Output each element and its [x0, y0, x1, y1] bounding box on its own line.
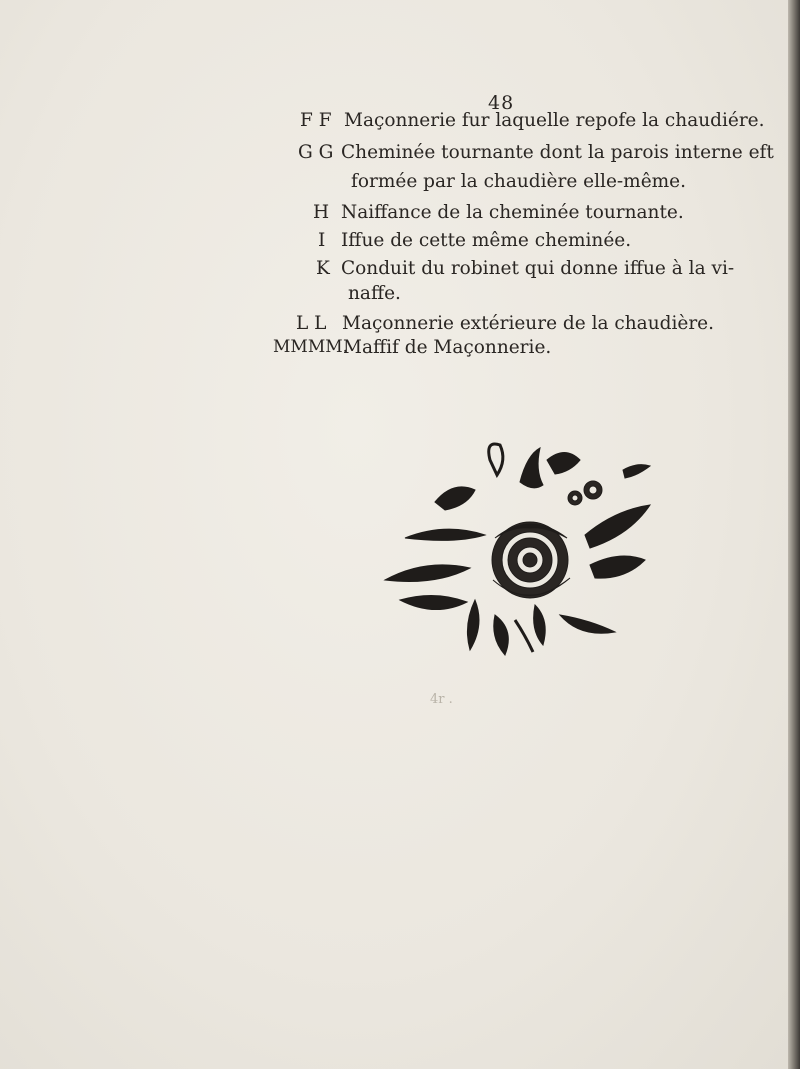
- legend-key: F F: [300, 110, 332, 131]
- legend-key: I: [318, 230, 326, 251]
- ink-smudge: 4r .: [430, 692, 453, 707]
- legend-key: H: [313, 202, 330, 223]
- legend-key: MMMM.: [273, 337, 349, 357]
- legend-text-continued: formée par la chaudière elle-même.: [351, 171, 687, 192]
- legend-text: Cheminée tournante dont la parois interne eft: [341, 142, 774, 163]
- legend-text: Naiffance de la cheminée tournante.: [341, 202, 684, 223]
- legend-text: Iffue de cette même cheminée.: [341, 230, 632, 251]
- legend-text-continued: naffe.: [348, 283, 401, 304]
- legend-key: K: [316, 258, 330, 279]
- legend-key: L L: [296, 313, 327, 334]
- floral-vignette-icon: [375, 440, 655, 660]
- legend-text: Maçonnerie fur laquelle repofe la chaudiére.: [344, 110, 765, 131]
- page-number: 48: [488, 92, 515, 114]
- legend-key: G G: [298, 142, 334, 163]
- legend-text: Maçonnerie extérieure de la chaudière.: [342, 313, 714, 334]
- page-binding-edge: [788, 0, 800, 1069]
- legend-text: Conduit du robinet qui donne iffue à la vi-: [341, 258, 735, 279]
- legend-text: Maffif de Maçonnerie.: [343, 337, 552, 358]
